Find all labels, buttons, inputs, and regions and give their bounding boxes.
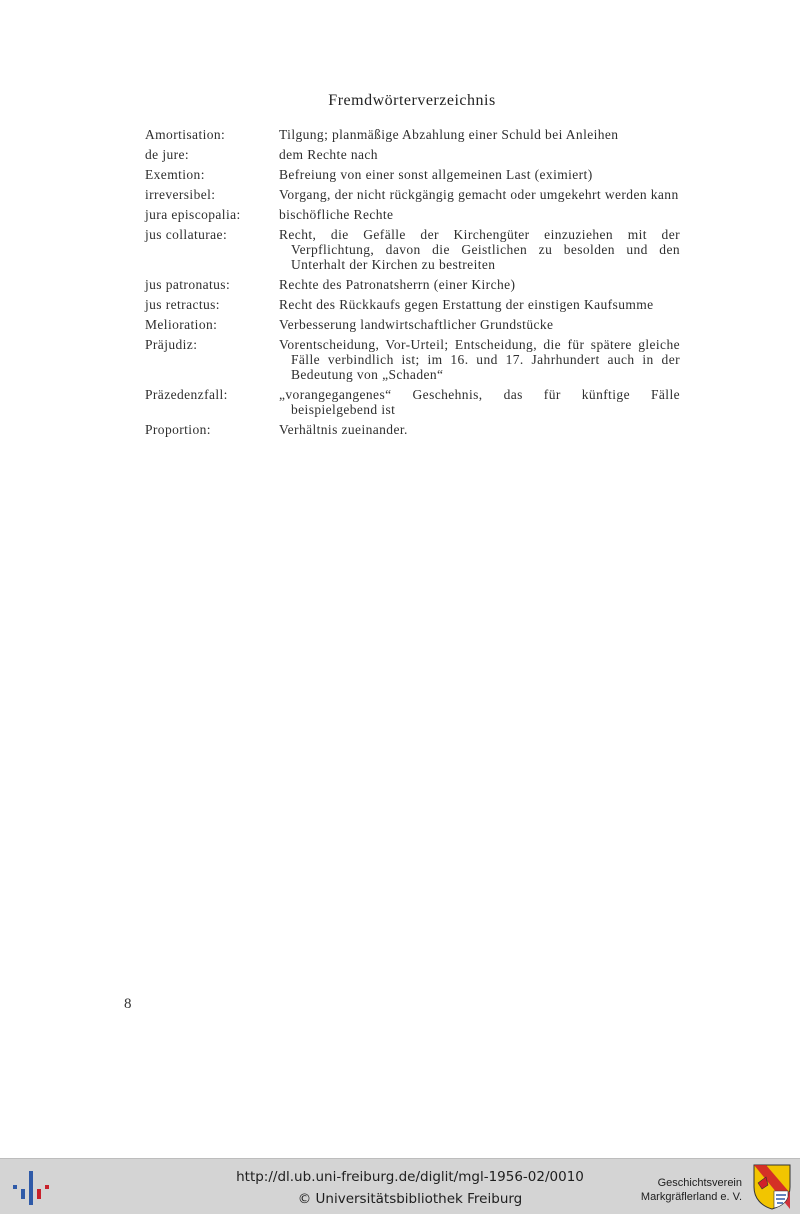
glossary-term: Proportion: [145, 422, 211, 437]
glossary-term: Präjudiz: [145, 337, 198, 352]
page-title: Fremdwörterverzeichnis [328, 92, 496, 109]
glossary-entry [145, 227, 680, 272]
glossary-term: jura episcopalia: [145, 207, 241, 222]
glossary-entry [145, 387, 680, 417]
viewer-footer [0, 1158, 800, 1214]
permalink-url[interactable]: http://dl.ub.uni-freiburg.de/diglit/mgl-1956-02/0010 [236, 1169, 584, 1185]
glossary-entry [145, 277, 680, 292]
ub-freiburg-logo-icon[interactable] [10, 1169, 52, 1207]
glossary-definition: Recht, die Gefälle der Kirchengüter einzuziehen mit der Verpflichtung, davon die Geistlichen zu besolden und den Unterhalt der Kirchen zu bestreiten [279, 227, 680, 272]
glossary-entry [145, 207, 680, 222]
glossary-definition: Vorentscheidung, Vor-Urteil; Entscheidung, die für spätere gleiche Fälle verbindlich ist; im 16. und 17. Jahrhundert auch in der Bedeutung von „Schaden“ [279, 337, 680, 382]
glossary-entry [145, 337, 680, 382]
copyright-notice: © Universitätsbibliothek Freiburg [297, 1191, 523, 1207]
glossary-list [145, 127, 680, 442]
glossary-definition: Vorgang, der nicht rückgängig gemacht oder umgekehrt werden kann [279, 187, 679, 202]
glossary-term: Amortisation: [145, 127, 226, 142]
glossary-entry [145, 422, 680, 437]
glossary-term: Exemtion: [145, 167, 205, 182]
glossary-definition: Befreiung von einer sonst allgemeinen Last (eximiert) [279, 167, 593, 182]
society-name-line2: Markgräflerland e. V. [640, 1191, 742, 1203]
glossary-definition: Verhältnis zueinander. [279, 422, 408, 437]
society-name-line1: Geschichtsverein [657, 1177, 742, 1189]
glossary-definition: „vorangegangenes“ Geschehnis, das für künftige Fälle beispielgebend ist [279, 387, 680, 417]
glossary-entry [145, 147, 680, 162]
glossary-term: jus patronatus: [145, 277, 231, 292]
glossary-entry [145, 187, 680, 202]
glossary-entry [145, 317, 680, 332]
society-name [641, 1176, 742, 1204]
coat-of-arms-shield-icon[interactable] [752, 1163, 792, 1211]
glossary-entry [145, 297, 680, 312]
glossary-definition: dem Rechte nach [279, 147, 378, 162]
glossary-definition: Verbesserung landwirtschaftlicher Grundstücke [279, 317, 554, 332]
glossary-term: Präzedenzfall: [145, 387, 228, 402]
glossary-definition: Tilgung; planmäßige Abzahlung einer Schuld bei Anleihen [279, 127, 619, 142]
glossary-definition: bischöfliche Rechte [279, 207, 394, 222]
glossary-term: de jure: [145, 147, 190, 162]
glossary-definition: Rechte des Patronatsherrn (einer Kirche) [279, 277, 516, 292]
glossary-term: irreversibel: [145, 187, 216, 202]
glossary-term: jus retractus: [145, 297, 220, 312]
page-number: 8 [124, 996, 132, 1012]
glossary-entry [145, 127, 680, 142]
glossary-term: Melioration: [145, 317, 218, 332]
glossary-term: jus collaturae: [145, 227, 228, 242]
glossary-definition: Recht des Rückkaufs gegen Erstattung der einstigen Kaufsumme [279, 297, 654, 312]
glossary-entry [145, 167, 680, 182]
